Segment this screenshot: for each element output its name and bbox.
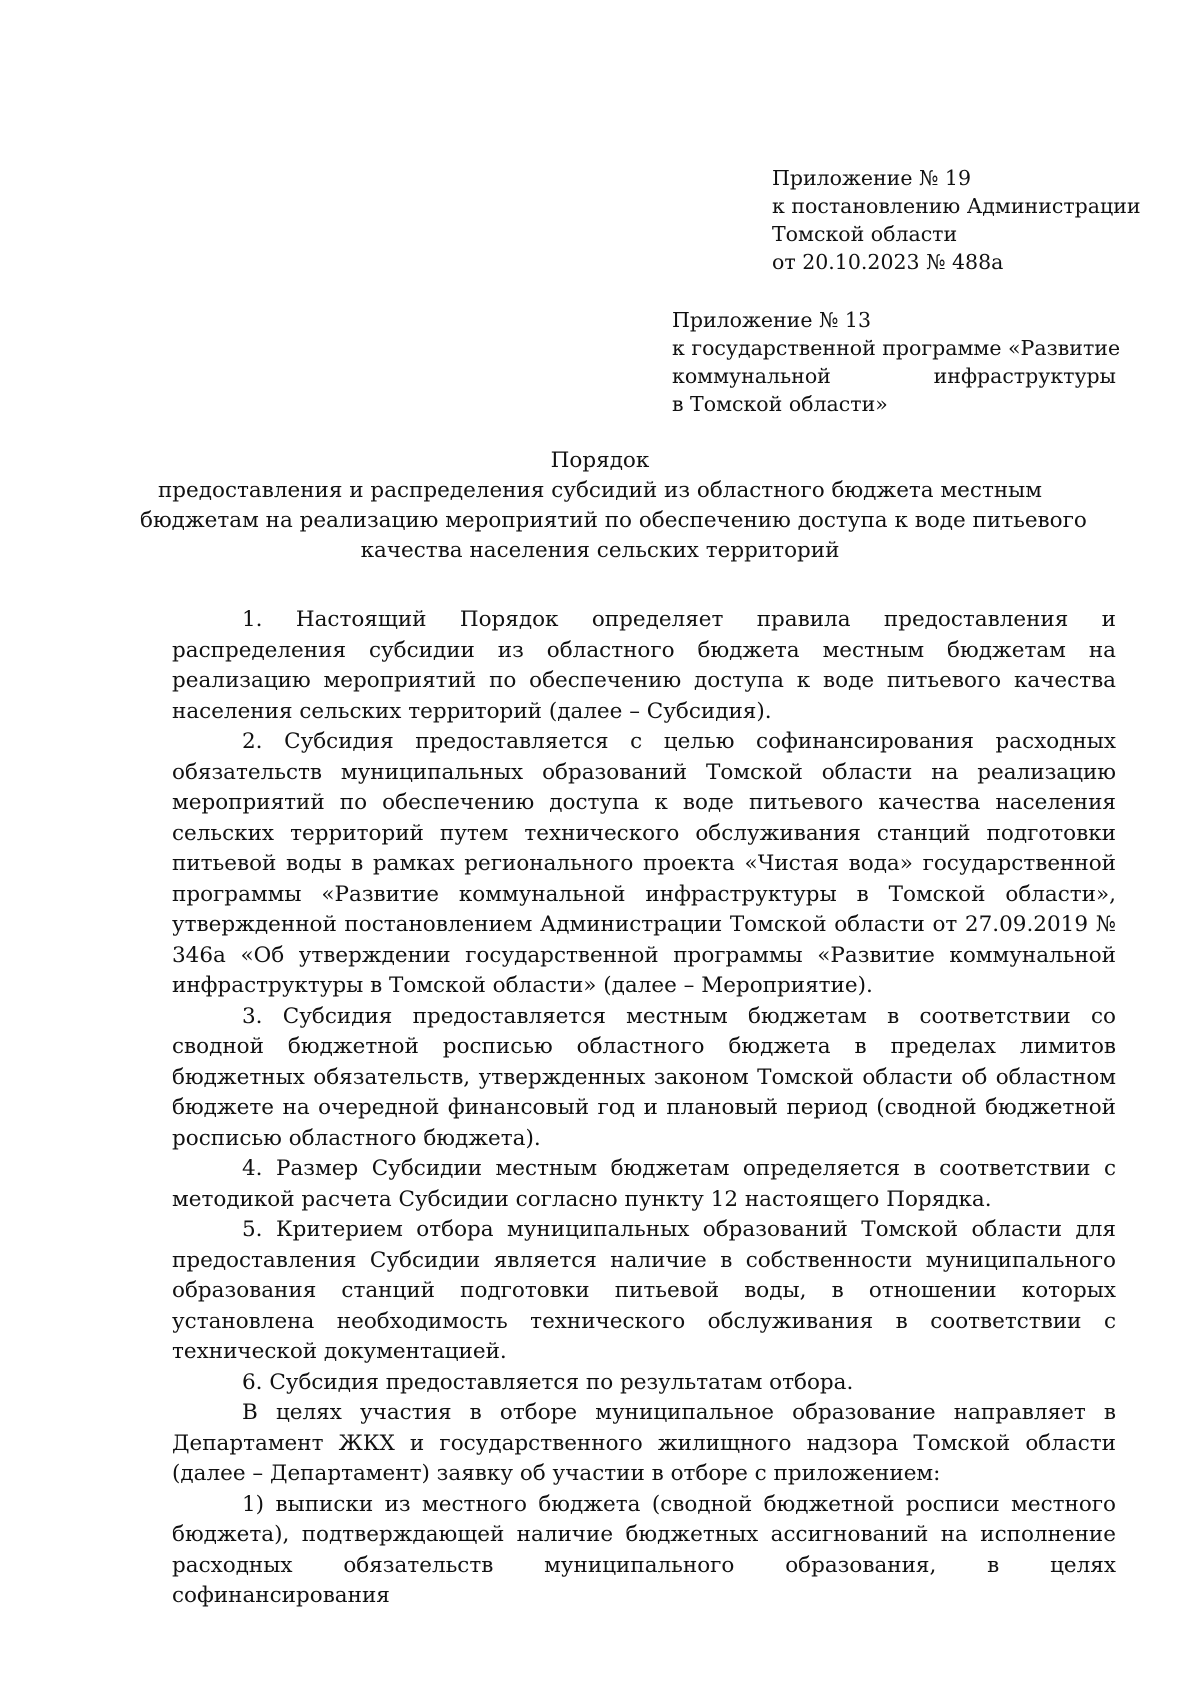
title-line-3: бюджетам на реализацию мероприятий по обеспечению доступа к воде питьевого xyxy=(140,508,1087,533)
appendix-13-program-line1: к государственной программе «Развитие xyxy=(672,336,1121,360)
document-title xyxy=(140,446,1087,566)
appendix-19-region: Томской области xyxy=(772,222,958,246)
title-line-4: качества населения сельских территорий xyxy=(360,538,840,563)
paragraph-6-continuation: В целях участия в отборе муниципальное образование направляет в Департамент ЖКХ и государственного жилищного надзора Томской области (далее – Департамент) заявку об участии в отборе с приложением: xyxy=(172,1400,1116,1486)
paragraph-6-item-1: 1) выписки из местного бюджета (сводной бюджетной росписи местного бюджета), подтверждающей наличие бюджетных ассигнований на исполнение расходных обязательств муниципального образования, в целях софинансирования xyxy=(172,1491,1116,1608)
appendix-19-header xyxy=(772,164,1141,276)
appendix-19-number: Приложение № 19 xyxy=(772,166,971,190)
appendix-13-program-line3: в Томской области» xyxy=(672,392,888,416)
paragraph-6: 6. Субсидия предоставляется по результатам отбора. xyxy=(242,1369,854,1395)
title-line-2: предоставления и распределения субсидий из областного бюджета местным xyxy=(157,478,1043,503)
paragraph-1: 1. Настоящий Порядок определяет правила предоставления и распределения субсидии из областного бюджета местным бюджетам на реализацию мероприятий по обеспечению доступа к воде питьевого качества населения сельских территорий (далее – Субсидия). xyxy=(172,607,1116,724)
paragraph-5: 5. Критерием отбора муниципальных образований Томской области для предоставления Субсидии является наличие в собственности муниципального образования станций подготовки питьевой воды, в отношении которых установлена необходимость технического обслуживания в соответствии с технической документацией. xyxy=(172,1217,1116,1364)
appendix-13-header xyxy=(672,306,1121,418)
document-body xyxy=(172,605,1116,1612)
paragraph-3: 3. Субсидия предоставляется местным бюджетам в соответствии со сводной бюджетной росписью областного бюджета в пределах лимитов бюджетных обязательств, утвержденных законом Томской области об областном бюджете на очередной финансовый год и плановый период (сводной бюджетной росписью областного бюджета). xyxy=(172,1003,1116,1151)
appendix-13-program-line2: коммунальной инфраструктуры xyxy=(672,364,1116,388)
appendix-19-date: от 20.10.2023 № 488а xyxy=(772,250,1004,274)
paragraph-2: 2. Субсидия предоставляется с целью софинансирования расходных обязательств муниципальных образований Томской области на реализацию мероприятий по обеспечению доступа к воде питьевого качества населения сельских территорий путем технического обслуживания станций подготовки питьевой воды в рамках регионального проекта «Чистая вода» государственной программы «Развитие коммунальной инфраструктуры в Томской области», утвержденной постановлением Администрации Томской области от 27.09.2019 № 346а «Об утверждении государственной программы «Развитие коммунальной инфраструктуры в Томской области» (далее – Мероприятие). xyxy=(172,729,1116,998)
appendix-13-number: Приложение № 13 xyxy=(672,308,871,332)
paragraph-4: 4. Размер Субсидии местным бюджетам определяется в соответствии с методикой расчета Субсидии согласно пункту 12 настоящего Порядка. xyxy=(172,1156,1116,1212)
appendix-19-resolution: к постановлению Администрации xyxy=(772,194,1141,218)
title-heading: Порядок xyxy=(550,448,650,473)
